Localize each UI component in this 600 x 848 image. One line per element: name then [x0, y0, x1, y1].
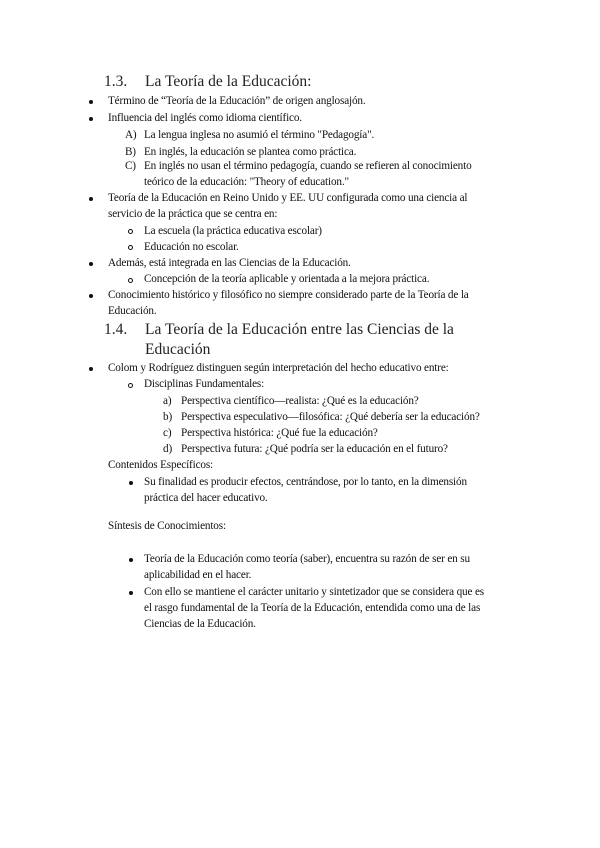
bullet-icon	[89, 294, 93, 298]
section-1-4-number: 1.4.	[104, 321, 128, 338]
bullet-icon	[89, 262, 93, 266]
list-item: Influencia del inglés como idioma científico.	[108, 112, 302, 124]
fundamentals-label: Disciplinas Fundamentales:	[144, 378, 265, 390]
bullet-icon	[129, 591, 133, 595]
subitem-marker: A)	[125, 129, 137, 141]
perspective-marker: a)	[163, 395, 172, 407]
subitem-marker: B)	[125, 146, 136, 158]
subitem-text: La lengua inglesa no asumió el término "Pedagogía".	[144, 129, 375, 141]
list-item: Conocimiento histórico y filosófico no siempre considerado parte de la Teoría de la	[108, 289, 469, 301]
list-item: Con ello se mantiene el carácter unitario y sintetizador que se considera que es	[144, 586, 484, 598]
section-1-4-title: La Teoría de la Educación entre las Ciencias de la	[145, 321, 454, 338]
hollow-bullet-icon	[128, 229, 133, 234]
subitem-text-continued: teórico de la educación: "Theory of education."	[144, 176, 349, 188]
bullet-icon	[89, 197, 93, 201]
hollow-bullet-icon	[128, 383, 133, 388]
perspective-text: Perspectiva histórica: ¿Qué fue la educación?	[181, 427, 378, 439]
subitem-text: La escuela (la práctica educativa escolar)	[144, 225, 322, 237]
list-item-continued: práctica del hacer educativo.	[144, 492, 268, 504]
subitem-text: En inglés, la educación se plantea como práctica.	[144, 146, 357, 158]
subitem-marker: C)	[125, 160, 136, 172]
list-item-continued: Ciencias de la Educación.	[144, 618, 256, 630]
list-item: Término de “Teoría de la Educación” de origen anglosajón.	[108, 95, 366, 107]
bullet-icon	[89, 367, 93, 371]
section-1-3-number: 1.3.	[104, 73, 128, 90]
list-item: Colom y Rodríguez distinguen según interpretación del hecho educativo entre:	[108, 362, 449, 374]
synthesis-label: Síntesis de Conocimientos:	[108, 520, 226, 532]
specific-contents-label: Contenidos Específicos:	[108, 459, 213, 471]
hollow-bullet-icon	[128, 245, 133, 250]
subitem-text: Educación no escolar.	[144, 241, 239, 253]
section-1-3-title: La Teoría de la Educación:	[145, 73, 312, 90]
list-item: Su finalidad es producir efectos, centrándose, por lo tanto, en la dimensión	[144, 476, 467, 488]
perspective-text: Perspectiva científico—realista: ¿Qué es la educación?	[181, 395, 419, 407]
hollow-bullet-icon	[128, 278, 133, 283]
perspective-marker: b)	[163, 411, 173, 423]
list-item: Teoría de la Educación como teoría (saber), encuentra su razón de ser en su	[144, 553, 470, 565]
subitem-text: En inglés no usan el término pedagogía, cuando se refieren al conocimiento	[144, 160, 472, 172]
bullet-icon	[89, 117, 93, 121]
list-item: Además, está integrada en las Ciencias de la Educación.	[108, 257, 351, 269]
bullet-icon	[129, 558, 133, 562]
bullet-icon	[129, 481, 133, 485]
perspective-marker: c)	[163, 427, 172, 439]
section-1-4-title-continued: Educación	[145, 341, 211, 358]
list-item-continued: aplicabilidad en el hacer.	[144, 569, 252, 581]
bullet-icon	[89, 100, 93, 104]
perspective-marker: d)	[163, 443, 173, 455]
subitem-text: Concepción de la teoría aplicable y orientada a la mejora práctica.	[144, 273, 430, 285]
perspective-text: Perspectiva especulativo—filosófica: ¿Qué debería ser la educación?	[181, 411, 480, 423]
perspective-text: Perspectiva futura: ¿Qué podría ser la educación en el futuro?	[181, 443, 448, 455]
list-item-continued: Educación.	[108, 305, 157, 317]
list-item-continued: el rasgo fundamental de la Teoría de la Educación, entendida como una de las	[144, 602, 481, 614]
list-item: Teoría de la Educación en Reino Unido y EE. UU configurada como una ciencia al	[108, 192, 468, 204]
list-item-continued: servicio de la práctica que se centra en:	[108, 208, 278, 220]
